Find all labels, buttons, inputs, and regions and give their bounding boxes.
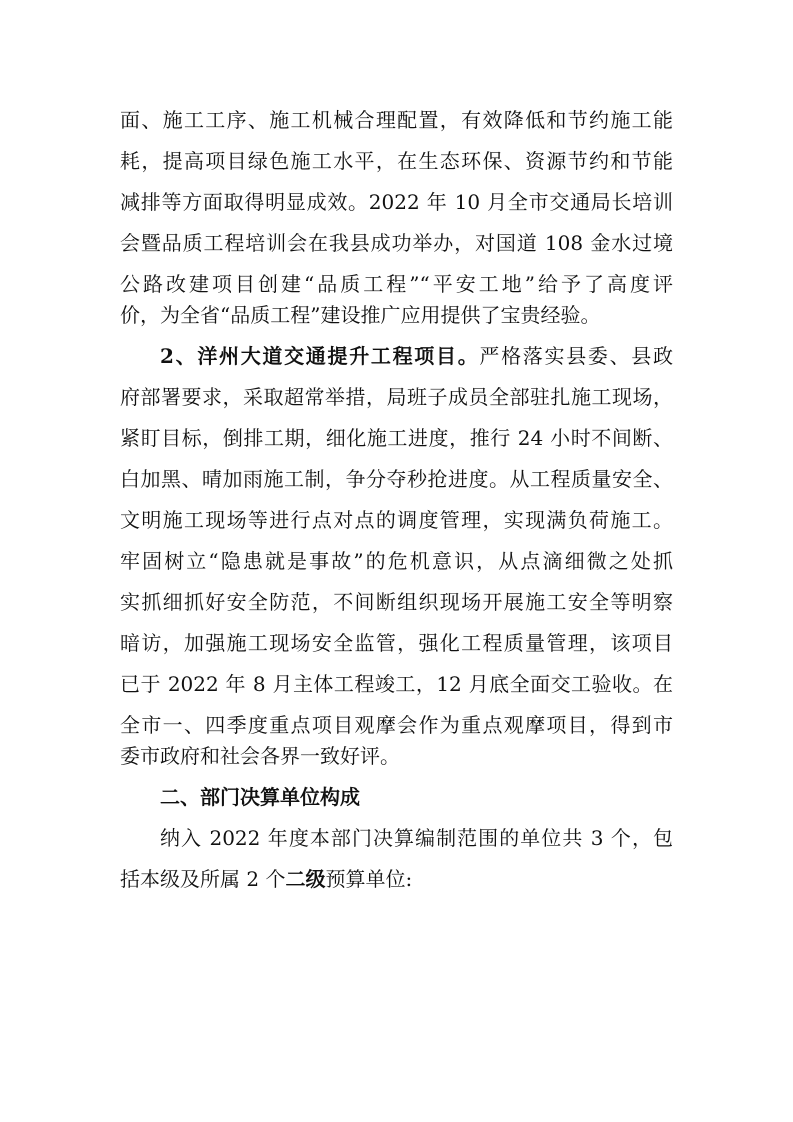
section-heading (0, 777, 793, 817)
paragraph-line (0, 500, 793, 540)
paragraph-text: 牢固树立“隐患就是事故”的危机意识，从点滴细微之处抓 (120, 549, 673, 573)
paragraph-text: 面、施工工序、施工机械合理配置，有效降低和节约施工能 (120, 108, 673, 132)
paragraph-text: 委市政府和社会各界一致好评。 (120, 744, 400, 768)
paragraph-line (0, 623, 793, 663)
paragraph-text: 实抓细抓好安全防范，不间断组织现场开展施工安全等明察 (120, 590, 673, 614)
paragraph-text: 暗访，加强施工现场安全监管，强化工程质量管理，该项目 (120, 631, 673, 655)
paragraph-line (0, 818, 793, 858)
paragraph-line (0, 141, 793, 181)
paragraph-text: 耗，提高项目绿色施工水平，在生态环保、资源节约和节能 (120, 149, 673, 173)
paragraph-line (0, 582, 793, 622)
paragraph-text: 文明施工现场等进行点对点的调度管理，实现满负荷施工。 (120, 508, 673, 532)
paragraph-line (0, 736, 793, 776)
paragraph-text: 价，为全省“品质工程”建设推广应用提供了宝贵经验。 (120, 303, 601, 327)
paragraph-line (0, 859, 793, 899)
paragraph-line (0, 336, 793, 376)
paragraph-text-part: 预算单位: (325, 867, 413, 891)
paragraph-text: 已于 2022 年 8 月主体工程竣工，12 月底全面交工验收。在 (120, 672, 673, 696)
paragraph-line (0, 541, 793, 581)
paragraph-text: 府部署要求，采取超常举措，局班子成员全部驻扎施工现场， (120, 385, 673, 409)
paragraph-text (120, 859, 673, 899)
paragraph-text: 白加黑、晴加雨施工制，争分夺秒抢进度。从工程质量安全、 (120, 467, 673, 491)
paragraph-text: 减排等方面取得明显成效。2022 年 10 月全市交通局长培训 (120, 190, 673, 214)
paragraph-line (0, 459, 793, 499)
paragraph-text: 公路改建项目创建“品质工程”“平安工地”给予了高度评 (120, 272, 673, 296)
paragraph-text: 会暨品质工程培训会在我县成功举办，对国道 108 金水过境 (120, 231, 673, 255)
paragraph-line (0, 418, 793, 458)
paragraph-text: 纳入 2022 年度本部门决算编制范围的单位共 3 个，包 (160, 826, 673, 850)
section-heading-text: 二、部门决算单位构成 (160, 785, 360, 809)
paragraph-line (0, 664, 793, 704)
paragraph-text (160, 336, 673, 376)
paragraph-text: 紧盯目标，倒排工期，细化施工进度，推行 24 小时不间断、 (120, 426, 673, 450)
paragraph-text-part: 括本级及所属 2 个 (120, 867, 286, 891)
paragraph-line (0, 377, 793, 417)
paragraph-line (0, 295, 793, 335)
paragraph-text-rest: 严格落实县委、县政 (479, 344, 673, 368)
paragraph-text: 全市一、四季度重点项目观摩会作为重点观摩项目，得到市 (120, 713, 673, 737)
paragraph-line (0, 223, 793, 263)
paragraph-line (0, 100, 793, 140)
emphasis-text: 二级 (285, 867, 326, 891)
paragraph-line (0, 182, 793, 222)
project-title: 2、洋州大道交通提升工程项目。 (160, 344, 480, 368)
